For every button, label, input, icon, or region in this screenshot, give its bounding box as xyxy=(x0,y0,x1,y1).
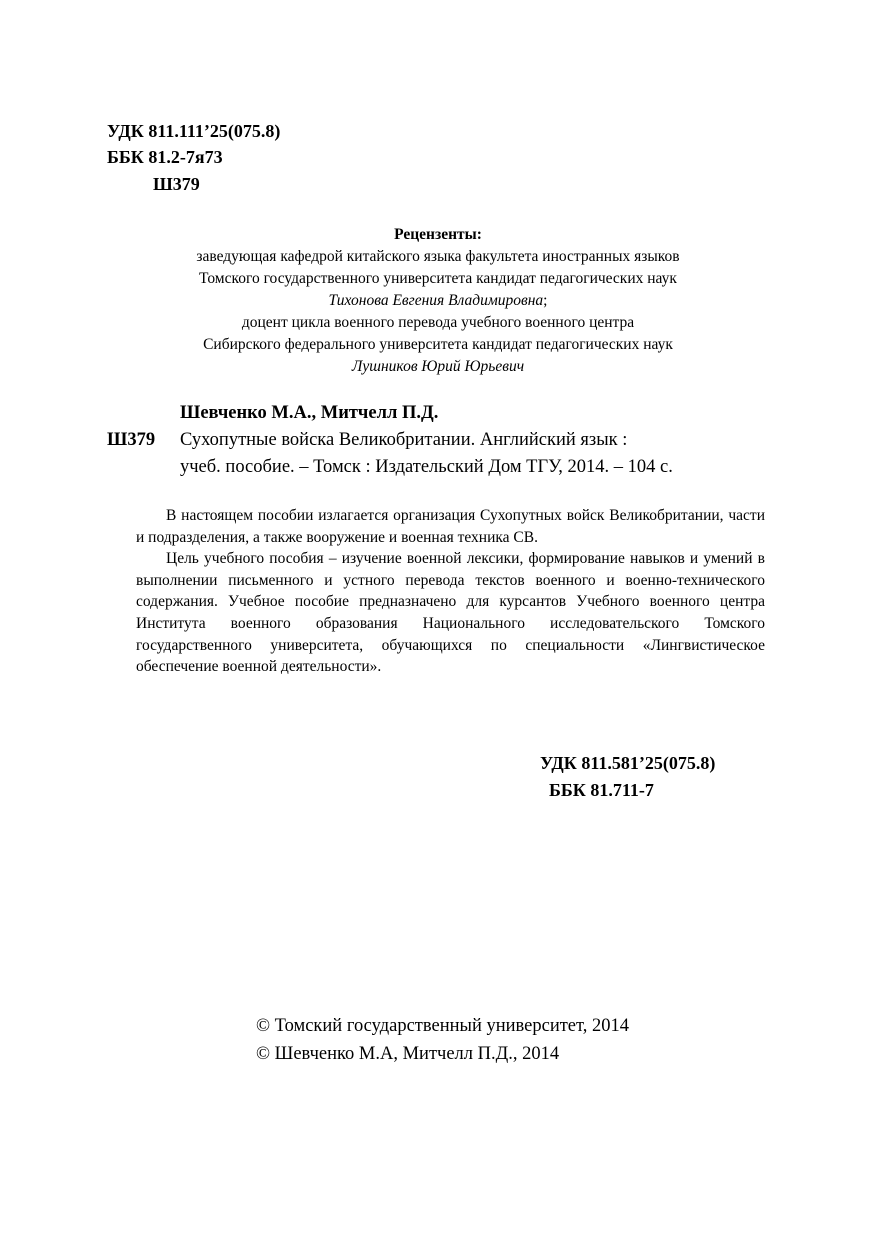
bbk-code-top: ББК 81.2-7я73 xyxy=(107,147,223,167)
bibliographic-title-line2: учеб. пособие. – Томск : Издательский Дом ТГУ, 2014. – 104 с. xyxy=(180,457,673,477)
copyright-authors: © Шевченко М.А, Митчелл П.Д., 2014 xyxy=(256,1044,560,1064)
udk-code-bottom: УДК 811.581’25(075.8) xyxy=(540,753,716,773)
abstract-paragraph-2: Цель учебного пособия – изучение военной лексики, формирование навыков и умений в выполнении письменного и устного перевода текстов военного и военно-технического содержания. Учебное пособие предназначено для курсантов Учебного военного центра Института военного образования Национального исследовательского Томского государственного университета, обучающихся по специальности «Лингвистическое обеспечение военной деятельности». xyxy=(136,550,765,676)
udk-code-top: УДК 811.111’25(075.8) xyxy=(107,121,281,141)
reviewer1-separator: ; xyxy=(543,292,548,309)
reviewer2-name: Лушников Юрий Юрьевич xyxy=(351,358,525,375)
bibliographic-code: Ш379 xyxy=(107,430,156,450)
reviewers-block xyxy=(100,224,776,378)
reviewer1-name: Тихонова Евгения Владимировна xyxy=(328,292,544,309)
bbk-code-bottom: ББК 81.711-7 xyxy=(549,780,654,800)
bibliographic-title-line1: Сухопутные войска Великобритании. Английский язык : xyxy=(180,430,628,450)
bibliographic-authors: Шевченко М.А., Митчелл П.Д. xyxy=(180,403,439,423)
reviewer1-name-line xyxy=(100,290,776,312)
author-mark-top: Ш379 xyxy=(153,174,200,194)
reviewer1-position-line2: Томского государственного университета кандидат педагогических наук xyxy=(199,270,677,287)
abstract-paragraph-1: В настоящем пособии излагается организация Сухопутных войск Великобритании, части и подразделения, а также вооружение и военная техника СВ. xyxy=(136,507,765,546)
reviewer2-position-line1: доцент цикла военного перевода учебного военного центра xyxy=(241,314,635,331)
copyright-university: © Томский государственный университет, 2014 xyxy=(256,1016,629,1036)
reviewers-heading: Рецензенты: xyxy=(394,226,482,243)
reviewer1-position-line1: заведующая кафедрой китайского языка факультета иностранных языков xyxy=(196,248,680,265)
abstract-block xyxy=(136,505,765,678)
reviewer2-position-line2: Сибирского федерального университета кандидат педагогических наук xyxy=(203,336,673,353)
